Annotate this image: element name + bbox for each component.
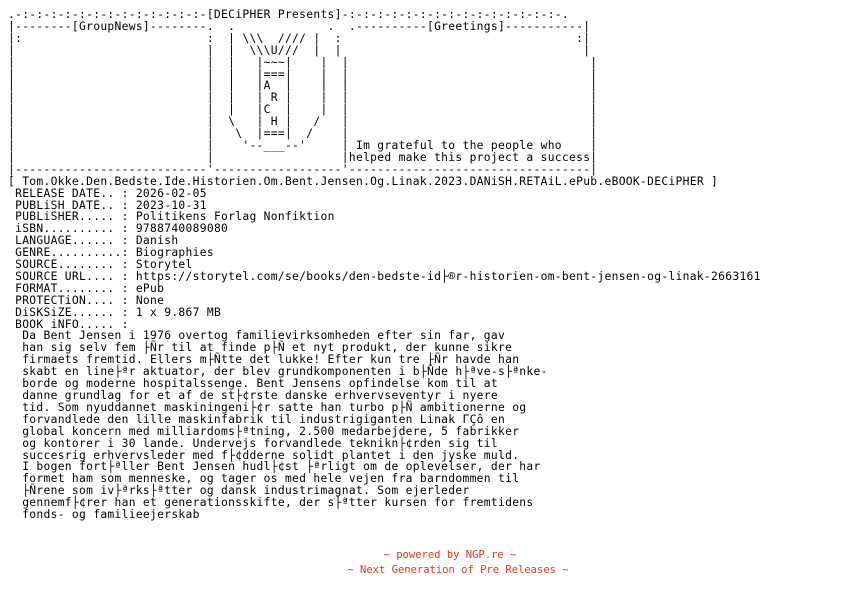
info-label-protection: PROTECTiON.... : bbox=[8, 293, 136, 307]
banner-art-line: |--------[GroupNews]--------. . . .----------[Greetings]-----------| bbox=[8, 19, 591, 33]
info-label-format: FORMAT........ : bbox=[8, 281, 136, 295]
nfo-text bbox=[8, 9, 761, 521]
book-info-line: skabt en line├ªr aktuator, der blev grundkomponenten i b├Ñde h├ªve-s├ªnke- bbox=[8, 365, 548, 379]
book-info-line: global koncern med milliardoms├ªtning, 2.500 medarbejdere, 5 fabrikker bbox=[8, 424, 520, 438]
info-value-publisher: Politikens Forlag Nonfiktion bbox=[135, 210, 335, 224]
book-info-line: ├Ñrene som iv├ªrks├ªtter og dansk industrimagnat. Som ejerleder bbox=[8, 484, 470, 498]
greetings-text-line: | | |helped make this project a success| bbox=[8, 150, 598, 164]
footer-powered-by: ~ powered by NGP.re ~ bbox=[383, 549, 517, 561]
banner-art-line: | | | |~~~| | | | bbox=[8, 55, 598, 69]
release-name: [ Tom.Okke.Den.Bedste.Ide.Historien.Om.Bent.Jensen.Og.Linak.2023.DANiSH.RETAiL.ePub.eBOOK-DECiPHER ] bbox=[8, 174, 719, 188]
banner-art-line: |: : | \\\ //// | : :| bbox=[8, 31, 591, 45]
book-info-line: Da Bent Jensen i 1976 overtog familievirksomheden efter sin far, gav bbox=[8, 329, 506, 343]
info-value-publish-date: 2023-10-31 bbox=[135, 198, 207, 212]
book-info-line: danne grundlag for et af de st├¢rste danske erhvervseventyr i nyere bbox=[8, 389, 498, 402]
info-label-source: SOURCE........ : bbox=[8, 258, 136, 272]
book-info-line: borde og moderne hospitalssenge. Bent Jensens opfindelse kom til at bbox=[8, 377, 498, 391]
info-label-book-info: BOOK iNFO..... : bbox=[8, 317, 136, 331]
info-label-isbn: iSBN.......... : bbox=[8, 222, 136, 236]
banner-art-line: | | | |C | | | | bbox=[8, 103, 598, 117]
info-label-release-date: RELEASE DATE.. : bbox=[8, 186, 136, 200]
banner-art-line: | | | \\\U/// | | | bbox=[8, 43, 591, 57]
info-value-isbn: 9788740089080 bbox=[135, 222, 229, 236]
book-info-line: han sig selv fem ├Ñr til at finde p├Ñ et nyt produkt, der kunne sikre bbox=[8, 341, 513, 355]
book-info-line: I bogen fort├ªller Bent Jensen hudl├¢st ├ªrligt om de oplevelser, der har bbox=[8, 460, 541, 474]
info-value-genre: Biographies bbox=[135, 246, 214, 260]
greetings-text-line: | | '--___--' | Im grateful to the people who | bbox=[8, 138, 598, 152]
banner-top-line: .-:-:-:-:-:-:-:-:-:-:-:-:-:-[DECiPHER Presents]-:-:-:-:-:-:-:-:-:-:-:-:-:-:-:-. bbox=[8, 8, 570, 21]
book-info-line: succesrig erhvervsleder med f├¢dderne solidt plantet i den jyske muld. bbox=[8, 448, 520, 462]
banner-art-line: | | | |===| | | | bbox=[8, 67, 598, 81]
info-value-format: ePub bbox=[135, 281, 165, 295]
info-label-language: LANGUAGE...... : bbox=[8, 234, 136, 248]
info-value-source: Storytel bbox=[135, 258, 193, 272]
info-label-genre: GENRE..........: bbox=[8, 246, 136, 260]
info-value-disksize: 1 x 9.867 MB bbox=[135, 305, 222, 319]
book-info-line: gennemf├¢rer han et generationsskifte, der s├ªtter kursen for fremtidens bbox=[8, 496, 534, 510]
info-label-publish-date: PUBLiSH DATE.. : bbox=[8, 198, 136, 212]
info-label-publisher: PUBLiSHER..... : bbox=[8, 210, 136, 224]
book-info-line: tid. Som nyuddannet maskiningeni├¢r satte han turbo p├Ñ ambitionerne og bbox=[8, 400, 527, 414]
book-info-line: formet ham som menneske, og tager os med hele vejen fra barndommen til bbox=[8, 472, 520, 486]
banner-bottom-line: |---------------------------'------------------'----------------------------------| bbox=[8, 162, 598, 176]
info-value-language: Danish bbox=[135, 234, 179, 248]
banner-art-line: | | | | R | | | | bbox=[8, 91, 598, 105]
book-info-line: firmaets fremtid. Ellers m├Ñtte det lukke! Efter kun tre ├Ñr havde han bbox=[8, 353, 520, 367]
banner-art-line: | | | |A | | | | bbox=[8, 79, 598, 93]
banner-art-line: | | \ | H | / | | bbox=[8, 115, 598, 129]
info-value-protection: None bbox=[135, 293, 165, 307]
info-label-source-url: SOURCE URL.... : bbox=[8, 269, 136, 283]
footer-tagline: ~ Next Generation of Pre Releases ~ bbox=[347, 564, 569, 576]
book-info-line: og kontorer i 30 lande. Undervejs forvandlede teknikn├¢rden sig til bbox=[8, 436, 498, 450]
info-value-release-date: 2026-02-05 bbox=[135, 186, 207, 200]
book-info-line: fonds- og familieejerskab bbox=[8, 508, 200, 522]
info-label-disksize: DiSKSiZE...... : bbox=[8, 305, 136, 319]
banner-art-line: | | \ |===| / | | bbox=[8, 127, 598, 141]
book-info-line: forvandlede den lille maskinfabrik til industrigiganten Linak ΓÇô en bbox=[8, 412, 506, 426]
info-value-source-url: https://storytel.com/se/books/den-bedste-id├®r-historien-om-bent-jensen-og-linak-2663161 bbox=[135, 269, 761, 283]
